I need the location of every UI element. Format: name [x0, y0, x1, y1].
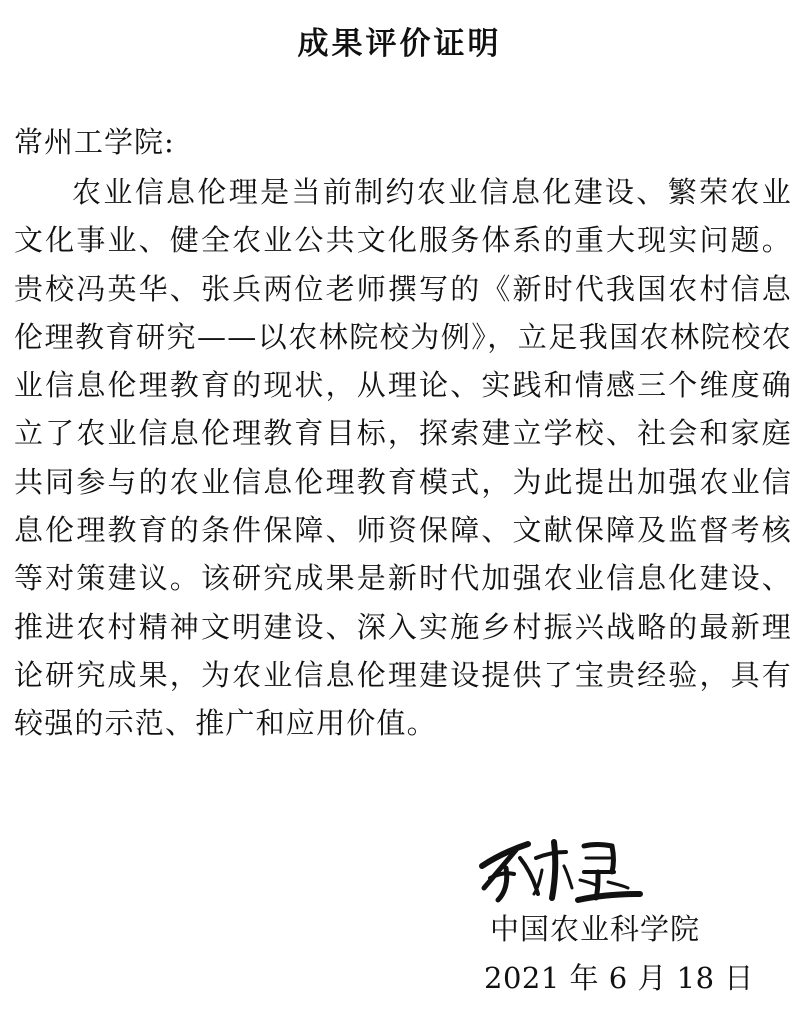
organization-name: 中国农业科学院	[490, 912, 701, 946]
handwritten-signature	[476, 828, 656, 910]
document-title: 成果评价证明	[297, 26, 502, 62]
salutation: 常州工学院:	[14, 125, 175, 159]
body-paragraph: 农业信息伦理是当前制约农业信息化建设、繁荣农业文化事业、健全农业公共文化服务体系的重大现实问题。贵校冯英华、张兵两位老师撰写的《新时代我国农村信息伦理教育研究——以农林院校为例》，立足我国农林院校农业信息伦理教育的现状，从理论、实践和情感三个维度确立了农业信息伦理教育目标，探索建立学校、社会和家庭共同参与的农业信息伦理教育模式，为此提出加强农业信息伦理教育的条件保障、师资保障、文献保障及监督考核等对策建议。该研究成果是新时代加强农业信息化建设、推进农村精神文明建设、深入实施乡村振兴战略的最新理论研究成果，为农业信息伦理建设提供了宝贵经验，具有较强的示范、推广和应用价值。	[14, 175, 792, 741]
document-date: 2021 年 6 月 18 日	[484, 961, 754, 995]
